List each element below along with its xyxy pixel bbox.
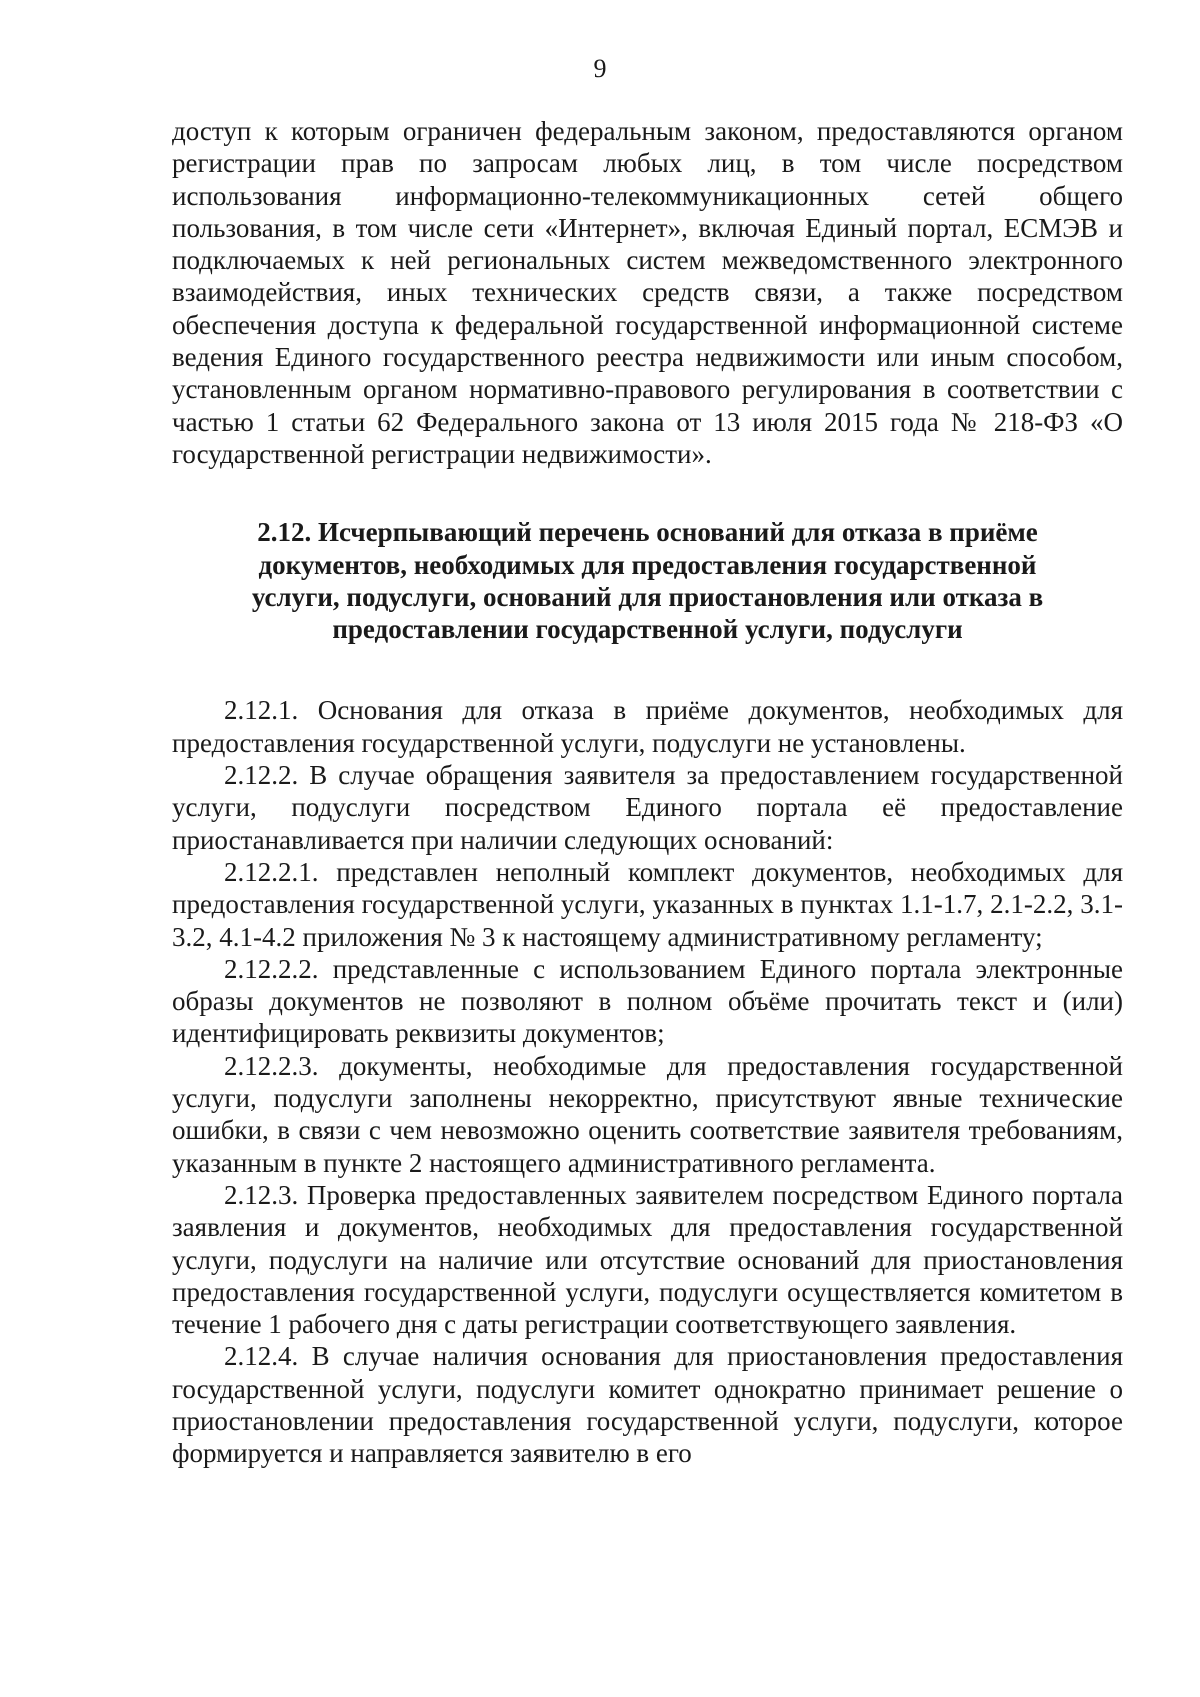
clause-2-12-3 [172, 1179, 1123, 1340]
clause-2-12-4 [172, 1340, 1123, 1469]
clause-2-12-1 [172, 694, 1123, 759]
clause-text: представлен неполный комплект документов, необходимых для предоставления государственной услуги, указанных в пунктах 1.1-1.7, 2.1-2.2, 3.1-3.2, 4.1-4.2 приложения № 3 к настоящему административному регламенту; [172, 856, 1123, 952]
clause-text: В случае наличия основания для приостановления предоставления государственной услуги, подуслуги комитет однократно принимает решение о приостановлении предоставления государственной услуги, подуслуги, которое формируется и направляется заявителю в его [172, 1341, 1123, 1469]
clause-number: 2.12.2.2. [224, 953, 319, 984]
clause-2-12-2-3 [172, 1050, 1123, 1179]
clause-2-12-2 [172, 759, 1123, 856]
clause-number: 2.12.3. [224, 1179, 299, 1210]
section-heading: 2.12. Исчерпывающий перечень оснований для отказа в приёме документов, необходимых для предоставления государственной услуги, подуслуги, оснований для приостановления или отказа в предоставлении государственной услуги, подуслуги [251, 517, 1044, 645]
clause-2-12-2-1 [172, 856, 1123, 953]
page-number: 9 [593, 54, 607, 83]
clause-number: 2.12.1. [224, 695, 299, 726]
document-body [172, 115, 1123, 1470]
clause-number: 2.12.4. [224, 1341, 299, 1372]
clause-number: 2.12.2.1. [224, 856, 319, 887]
clause-2-12-2-2 [172, 953, 1123, 1050]
clause-text: документы, необходимые для предоставления государственной услуги, подуслуги заполнены некорректно, присутствуют явные технические ошибки, в связи с чем невозможно оценить соответствие заявителя требованиям, указанным в пункте 2 настоящего административного регламента. [172, 1050, 1123, 1178]
clause-number: 2.12.2.3. [224, 1050, 319, 1081]
lead-paragraph: доступ к которым ограничен федеральным законом, предоставляются органом регистрации прав по запросам любых лиц, в том числе посредством использования информационно-телекоммуникационных сетей общего пользования, в том числе сети «Интернет», включая Единый портал, ЕСМЭВ и подключаемых к ней региональных систем межведомственного электронного взаимодействия, иных технических средств связи, а также посредством обеспечения доступа к федеральной государственной информационной системе ведения Единого государственного реестра недвижимости или иным способом, установленным органом нормативно-правового регулирования в соответствии с частью 1 статьи 62 Федерального закона от 13 июля 2015 года № 218-ФЗ «О государственной регистрации недвижимости». [172, 116, 1123, 469]
clause-text: В случае обращения заявителя за предоставлением государственной услуги, подуслуги посредством Единого портала её предоставление приостанавливается при наличии следующих оснований: [172, 760, 1123, 855]
clause-number: 2.12.2. [224, 760, 299, 791]
clause-text: Основания для отказа в приёме документов, необходимых для предоставления государственной услуги, подуслуги не установлены. [172, 695, 1124, 758]
clause-text: Проверка предоставленных заявителем посредством Единого портала заявления и документов, необходимых для предоставления государственной услуги, подуслуги на наличие или отсутствие оснований для приостановления предоставления государственной услуги, подуслуги осуществляется комитетом в течение 1 рабочего дня с даты регистрации соответствующего заявления. [172, 1179, 1124, 1340]
clause-text: представленные с использованием Единого портала электронные образы документов не позволяют в полном объёме прочитать текст и (или) идентифицировать реквизиты документов; [172, 953, 1124, 1049]
